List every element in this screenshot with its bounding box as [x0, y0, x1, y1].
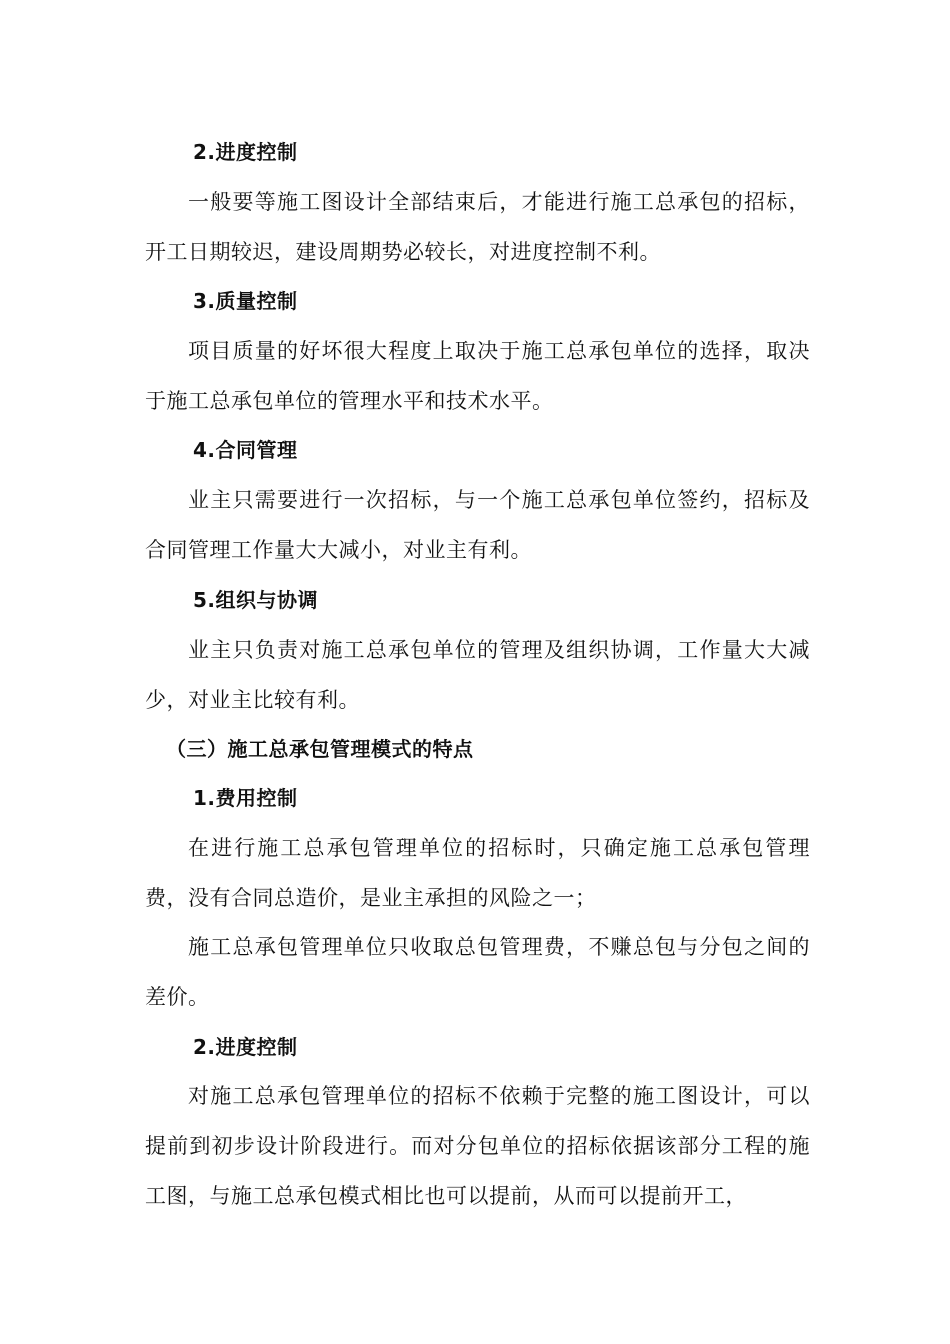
- section-title-management-mode: （三）施工总承包管理模式的特点: [166, 737, 474, 761]
- heading-organization-coordination: 5.组织与协调: [193, 588, 319, 612]
- paragraph-organization-coordination: 业主只负责对施工总承包单位的管理及组织协调，工作量大大减少，对业主比较有利。: [145, 638, 810, 712]
- heading-schedule-control-2: 2.进度控制: [193, 1035, 298, 1059]
- heading-schedule-control-1: 2.进度控制: [193, 140, 298, 164]
- paragraph-cost-control-1: 在进行施工总承包管理单位的招标时，只确定施工总承包管理费，没有合同总造价，是业主承担的风险之一；: [145, 836, 810, 910]
- paragraph-schedule-control-2: 对施工总承包管理单位的招标不依赖于完整的施工图设计，可以提前到初步设计阶段进行。而对分包单位的招标依据该部分工程的施工图，与施工总承包模式相比也可以提前，从而可以提前开工，: [145, 1084, 810, 1208]
- paragraph-quality-control: 项目质量的好坏很大程度上取决于施工总承包单位的选择，取决于施工总承包单位的管理水平和技术水平。: [145, 339, 810, 413]
- paragraph-contract-management: 业主只需要进行一次招标，与一个施工总承包单位签约，招标及合同管理工作量大大减小，对业主有利。: [145, 488, 810, 562]
- paragraph-cost-control-2: 施工总承包管理单位只收取总包管理费，不赚总包与分包之间的差价。: [145, 935, 810, 1009]
- paragraph-schedule-control-1: 一般要等施工图设计全部结束后，才能进行施工总承包的招标，开工日期较迟，建设周期势必较长，对进度控制不利。: [145, 190, 810, 264]
- heading-contract-management: 4.合同管理: [193, 438, 298, 462]
- heading-quality-control: 3.质量控制: [193, 289, 298, 313]
- heading-cost-control: 1.费用控制: [193, 786, 298, 810]
